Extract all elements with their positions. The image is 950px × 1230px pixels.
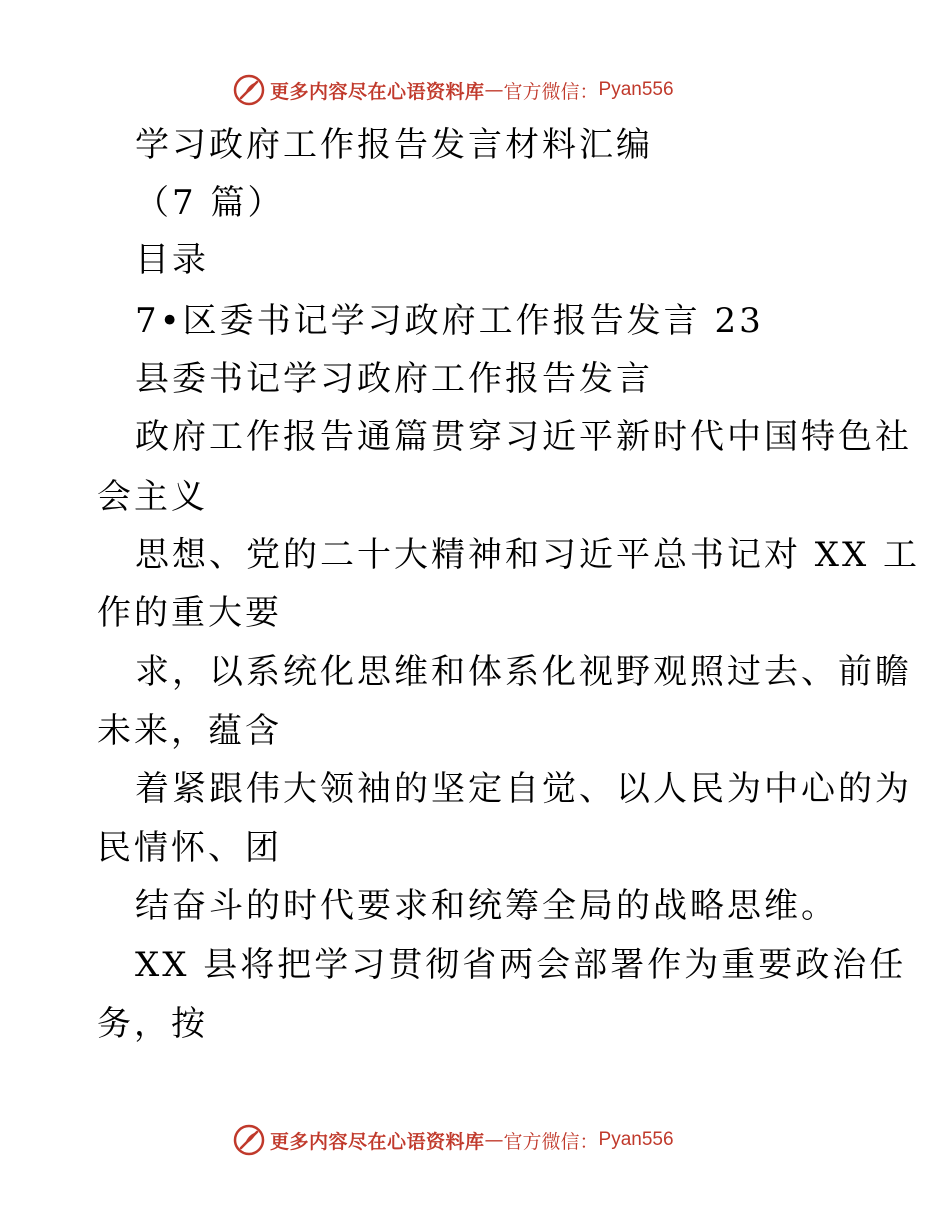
toc-heading: 目录	[135, 240, 209, 280]
paragraph-line: 未来，蕴含	[97, 711, 282, 751]
section-heading: 县委书记学习政府工作报告发言	[135, 359, 653, 399]
watermark-wechat-label: 官方微信：	[503, 1130, 599, 1153]
watermark-text: 更多内容尽在心语资料库	[270, 80, 485, 103]
quill-logo-icon	[232, 1123, 266, 1157]
quill-logo-icon	[232, 73, 266, 107]
paragraph-line: 求，以系统化思维和体系化视野观照过去、前瞻	[135, 652, 912, 692]
paragraph-line: 务，按	[97, 1004, 208, 1044]
paragraph-line: 作的重大要	[97, 593, 282, 633]
header-watermark	[232, 72, 674, 108]
toc-entry: 7•区委书记学习政府工作报告发言 23	[135, 301, 764, 341]
paragraph-line: 结奋斗的时代要求和统筹全局的战略思维。	[135, 886, 838, 926]
paragraph-line: 着紧跟伟大领袖的坚定自觉、以人民为中心的为	[135, 769, 912, 809]
watermark-text: 更多内容尽在心语资料库	[270, 1130, 485, 1153]
watermark-separator: —	[484, 79, 504, 101]
watermark-wechat-label: 官方微信：	[503, 80, 599, 103]
paragraph-line: 会主义	[97, 477, 208, 517]
footer-watermark	[232, 1122, 674, 1158]
document-title: 学习政府工作报告发言材料汇编	[135, 125, 653, 165]
document-subtitle: （7 篇）	[135, 183, 285, 223]
watermark-separator: —	[484, 1129, 504, 1151]
paragraph-line: XX 县将把学习贯彻省两会部署作为重要政治任	[135, 945, 907, 985]
watermark-wechat-id: Pyan556	[598, 1129, 674, 1150]
watermark-wechat-id: Pyan556	[598, 79, 674, 100]
paragraph-line: 思想、党的二十大精神和习近平总书记对 XX 工	[135, 535, 921, 575]
paragraph-line: 民情怀、团	[97, 828, 282, 868]
paragraph-line: 政府工作报告通篇贯穿习近平新时代中国特色社	[135, 417, 912, 457]
